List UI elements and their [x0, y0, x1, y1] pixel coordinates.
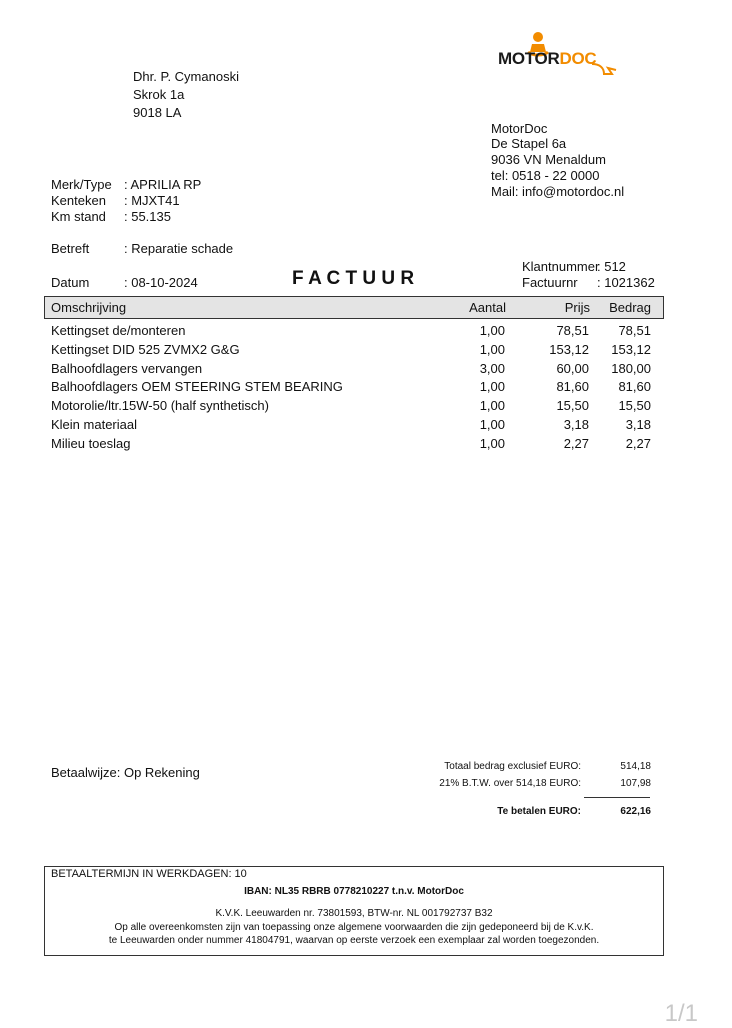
row-qty: 1,00	[479, 379, 505, 394]
row-description: Klein materiaal	[51, 417, 137, 432]
row-price: 81,60	[556, 379, 589, 394]
row-amount: 15,50	[618, 398, 651, 413]
row-description: Kettingset de/monteren	[51, 323, 186, 338]
row-description: Motorolie/ltr.15W-50 (half synthetisch)	[51, 398, 269, 413]
payment-term: BETAALTERMIJN IN WERKDAGEN: 10	[51, 868, 247, 880]
table-row	[51, 398, 651, 416]
row-qty: 1,00	[479, 436, 505, 451]
row-description: Milieu toeslag	[51, 436, 131, 451]
table-row	[51, 417, 651, 435]
row-price: 60,00	[556, 361, 589, 376]
company-name: MotorDoc	[491, 121, 548, 136]
header-qty: Aantal	[469, 300, 506, 315]
date-label: Datum	[51, 275, 90, 290]
row-qty: 1,00	[479, 342, 505, 357]
company-zip-city: 9036 VN Menaldum	[491, 152, 606, 167]
row-price: 2,27	[563, 436, 589, 451]
company-street: De Stapel 6a	[491, 136, 567, 151]
vehicle-value: : APRILIA RP	[124, 177, 202, 192]
row-description: Kettingset DID 525 ZVMX2 G&G	[51, 342, 240, 357]
customer-street: Skrok 1a	[133, 87, 185, 102]
table-row	[51, 323, 651, 341]
row-amount: 78,51	[618, 323, 651, 338]
amount-due-label: Te betalen EURO:	[497, 806, 581, 817]
vehicle-label: Merk/Type	[51, 177, 112, 192]
logo-wordmark: MOTORDOC	[498, 49, 597, 68]
total-excl-label: Totaal bedrag exclusief EURO:	[444, 761, 581, 772]
terms-line-2: te Leeuwarden onder nummer 41804791, waarvan op eerste verzoek een exemplaar zal worden toegezonden.	[108, 935, 600, 946]
row-amount: 3,18	[625, 417, 651, 432]
payment-method: Betaalwijze: Op Rekening	[51, 765, 200, 780]
vat-label: 21% B.T.W. over 514,18 EURO:	[439, 778, 581, 789]
row-amount: 2,27	[625, 436, 651, 451]
company-phone: tel: 0518 - 22 0000	[491, 168, 600, 183]
header-description: Omschrijving	[51, 300, 127, 315]
date-value: : 08-10-2024	[124, 275, 198, 290]
vehicle-value: : 55.135	[124, 209, 171, 224]
row-amount: 180,00	[611, 361, 651, 376]
row-qty: 1,00	[479, 417, 505, 432]
payment-terms-box	[44, 866, 664, 956]
row-price: 3,18	[563, 417, 589, 432]
header-amount: Bedrag	[609, 300, 651, 315]
customer-zip-city: 9018 LA	[133, 105, 182, 120]
vehicle-label: Kenteken	[51, 193, 106, 208]
row-description: Balhoofdlagers OEM STEERING STEM BEARING	[51, 379, 343, 394]
invoice-number-value: : 1021362	[597, 275, 655, 290]
kvk-info: K.V.K. Leeuwarden nr. 73801593, BTW-nr. NL 001792737 B32	[215, 908, 493, 919]
amount-due-value: 622,16	[620, 806, 651, 817]
page-indicator: 1/1	[664, 1000, 698, 1027]
company-email: Mail: info@motordoc.nl	[491, 184, 625, 199]
row-price: 153,12	[549, 342, 589, 357]
terms-line-1: Op alle overeenkomsten zijn van toepassing onze algemene voorwaarden die zijn gedeponeerd bij de K.v.K.	[114, 922, 594, 933]
customer-name: Dhr. P. Cymanoski	[133, 69, 239, 84]
subject-value: : Reparatie schade	[124, 241, 234, 256]
row-qty: 3,00	[479, 361, 505, 376]
company-logo	[498, 30, 622, 86]
table-row	[51, 342, 651, 360]
vat-value: 107,98	[620, 778, 651, 789]
iban: IBAN: NL35 RBRB 0778210227 t.n.v. MotorDoc	[244, 886, 464, 897]
subject-label: Betreft	[51, 241, 90, 256]
row-price: 15,50	[556, 398, 589, 413]
document-title: F A C T U U R	[292, 268, 415, 289]
row-price: 78,51	[556, 323, 589, 338]
vehicle-value: : MJXT41	[124, 193, 180, 208]
row-qty: 1,00	[479, 323, 505, 338]
row-amount: 153,12	[611, 342, 651, 357]
table-row	[51, 379, 651, 397]
table-row	[51, 361, 651, 379]
total-excl-value: 514,18	[620, 761, 651, 772]
vehicle-label: Km stand	[51, 209, 106, 224]
totals-divider	[584, 797, 650, 798]
row-amount: 81,60	[618, 379, 651, 394]
customer-number-label: Klantnummer	[522, 259, 600, 274]
row-description: Balhoofdlagers vervangen	[51, 361, 203, 376]
table-header	[44, 296, 664, 319]
customer-number-value: : 512	[597, 259, 626, 274]
header-price: Prijs	[564, 300, 590, 315]
row-qty: 1,00	[479, 398, 505, 413]
invoice-number-label: Factuurnr	[522, 275, 578, 290]
table-row	[51, 436, 651, 454]
